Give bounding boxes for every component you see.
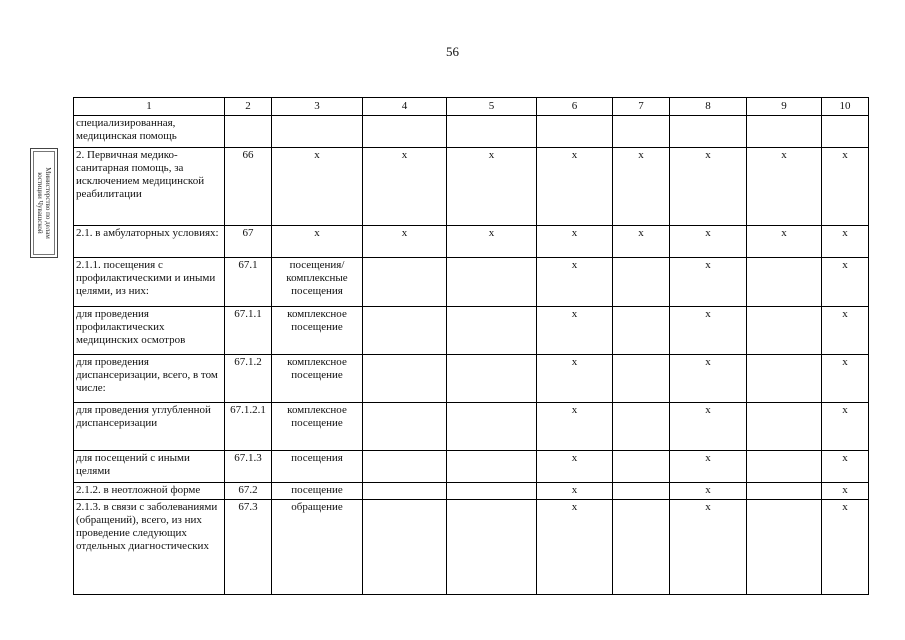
- row-code-cell: [225, 116, 272, 148]
- row-unit-cell: [272, 116, 363, 148]
- col10-cell: х: [822, 403, 869, 451]
- col9-cell: х: [747, 148, 822, 226]
- col8-cell: х: [670, 258, 747, 307]
- row-code-cell: 67: [225, 226, 272, 258]
- col6-cell: х: [537, 403, 613, 451]
- col9-cell: [747, 355, 822, 403]
- col5-cell: [447, 483, 537, 500]
- col4-cell: [363, 116, 447, 148]
- col5-cell: [447, 307, 537, 355]
- col5-cell: [447, 500, 537, 595]
- table-row: [74, 258, 869, 307]
- col9-cell: [747, 451, 822, 483]
- col6-cell: х: [537, 355, 613, 403]
- col9-cell: [747, 307, 822, 355]
- col10-cell: х: [822, 483, 869, 500]
- stamp-line-1: Министерство по делам: [44, 167, 52, 239]
- col7-cell: [613, 116, 670, 148]
- col5-cell: х: [447, 226, 537, 258]
- col9-cell: х: [747, 226, 822, 258]
- table-row: [74, 116, 869, 148]
- col8-cell: х: [670, 307, 747, 355]
- col9-cell: [747, 403, 822, 451]
- column-header: 3: [272, 98, 363, 116]
- col4-cell: х: [363, 148, 447, 226]
- stamp-line-2: юстиции Чувашской: [36, 172, 44, 234]
- table-header-row: [74, 98, 869, 116]
- row-code-cell: 66: [225, 148, 272, 226]
- col6-cell: х: [537, 483, 613, 500]
- col5-cell: [447, 258, 537, 307]
- col4-cell: [363, 307, 447, 355]
- col4-cell: [363, 483, 447, 500]
- col10-cell: х: [822, 226, 869, 258]
- registration-stamp: [30, 148, 58, 258]
- row-name-cell: для проведения диспансеризации, всего, в том числе:: [74, 355, 225, 403]
- col9-cell: [747, 258, 822, 307]
- row-code-cell: 67.3: [225, 500, 272, 595]
- row-name-cell: 2.1.1. посещения с профилактическими и иными целями, из них:: [74, 258, 225, 307]
- col10-cell: х: [822, 500, 869, 595]
- column-header: 2: [225, 98, 272, 116]
- col7-cell: [613, 500, 670, 595]
- row-name-cell: 2.1. в амбулаторных условиях:: [74, 226, 225, 258]
- col10-cell: х: [822, 307, 869, 355]
- table-row: [74, 451, 869, 483]
- col7-cell: [613, 403, 670, 451]
- row-unit-cell: посещения/ комплексные посещения: [272, 258, 363, 307]
- row-name-cell: для проведения профилактических медицинских осмотров: [74, 307, 225, 355]
- col7-cell: [613, 483, 670, 500]
- row-code-cell: 67.2: [225, 483, 272, 500]
- col10-cell: х: [822, 148, 869, 226]
- col10-cell: х: [822, 258, 869, 307]
- col9-cell: [747, 500, 822, 595]
- col5-cell: [447, 403, 537, 451]
- col10-cell: [822, 116, 869, 148]
- table-row: [74, 307, 869, 355]
- col8-cell: х: [670, 355, 747, 403]
- stamp-text: [36, 167, 52, 239]
- row-name-cell: 2.1.3. в связи с заболеваниями (обращений), всего, из них проведение следующих отдельных диагностических: [74, 500, 225, 595]
- row-code-cell: 67.1: [225, 258, 272, 307]
- row-name-cell: для проведения углубленной диспансеризации: [74, 403, 225, 451]
- row-unit-cell: посещения: [272, 451, 363, 483]
- col10-cell: х: [822, 451, 869, 483]
- row-name-cell: для посещений с иными целями: [74, 451, 225, 483]
- col9-cell: [747, 483, 822, 500]
- col6-cell: х: [537, 226, 613, 258]
- col8-cell: х: [670, 483, 747, 500]
- col9-cell: [747, 116, 822, 148]
- row-unit-cell: комплексное посещение: [272, 307, 363, 355]
- col8-cell: х: [670, 148, 747, 226]
- col4-cell: [363, 451, 447, 483]
- col8-cell: [670, 116, 747, 148]
- col8-cell: х: [670, 226, 747, 258]
- col6-cell: х: [537, 307, 613, 355]
- col7-cell: х: [613, 148, 670, 226]
- data-table: [73, 97, 869, 595]
- col10-cell: х: [822, 355, 869, 403]
- row-code-cell: 67.1.2: [225, 355, 272, 403]
- column-header: 5: [447, 98, 537, 116]
- col6-cell: х: [537, 258, 613, 307]
- row-unit-cell: обращение: [272, 500, 363, 595]
- row-unit-cell: х: [272, 148, 363, 226]
- col8-cell: х: [670, 451, 747, 483]
- column-header: 6: [537, 98, 613, 116]
- row-unit-cell: комплексное посещение: [272, 403, 363, 451]
- col4-cell: [363, 355, 447, 403]
- row-name-cell: 2. Первичная медико-санитарная помощь, за исключением медицинской реабилитации: [74, 148, 225, 226]
- table-row: [74, 500, 869, 595]
- col6-cell: х: [537, 500, 613, 595]
- col8-cell: х: [670, 403, 747, 451]
- col6-cell: х: [537, 148, 613, 226]
- column-header: 10: [822, 98, 869, 116]
- column-header: 7: [613, 98, 670, 116]
- col7-cell: [613, 355, 670, 403]
- row-unit-cell: посещение: [272, 483, 363, 500]
- col4-cell: [363, 500, 447, 595]
- row-name-cell: специализированная, медицинская помощь: [74, 116, 225, 148]
- col5-cell: [447, 355, 537, 403]
- col5-cell: [447, 451, 537, 483]
- row-code-cell: 67.1.3: [225, 451, 272, 483]
- row-unit-cell: комплексное посещение: [272, 355, 363, 403]
- col7-cell: [613, 307, 670, 355]
- col7-cell: [613, 258, 670, 307]
- table-row: [74, 355, 869, 403]
- col7-cell: [613, 451, 670, 483]
- column-header: 1: [74, 98, 225, 116]
- row-code-cell: 67.1.1: [225, 307, 272, 355]
- row-code-cell: 67.1.2.1: [225, 403, 272, 451]
- table-row: [74, 483, 869, 500]
- table-row: [74, 226, 869, 258]
- col7-cell: х: [613, 226, 670, 258]
- col5-cell: [447, 116, 537, 148]
- row-unit-cell: х: [272, 226, 363, 258]
- table-body: [74, 98, 869, 595]
- col6-cell: х: [537, 451, 613, 483]
- column-header: 4: [363, 98, 447, 116]
- col4-cell: [363, 258, 447, 307]
- table-row: [74, 403, 869, 451]
- col8-cell: х: [670, 500, 747, 595]
- page-number: 56: [446, 44, 459, 59]
- col5-cell: х: [447, 148, 537, 226]
- column-header: 9: [747, 98, 822, 116]
- row-name-cell: 2.1.2. в неотложной форме: [74, 483, 225, 500]
- col4-cell: х: [363, 226, 447, 258]
- col6-cell: [537, 116, 613, 148]
- table-row: [74, 148, 869, 226]
- col4-cell: [363, 403, 447, 451]
- column-header: 8: [670, 98, 747, 116]
